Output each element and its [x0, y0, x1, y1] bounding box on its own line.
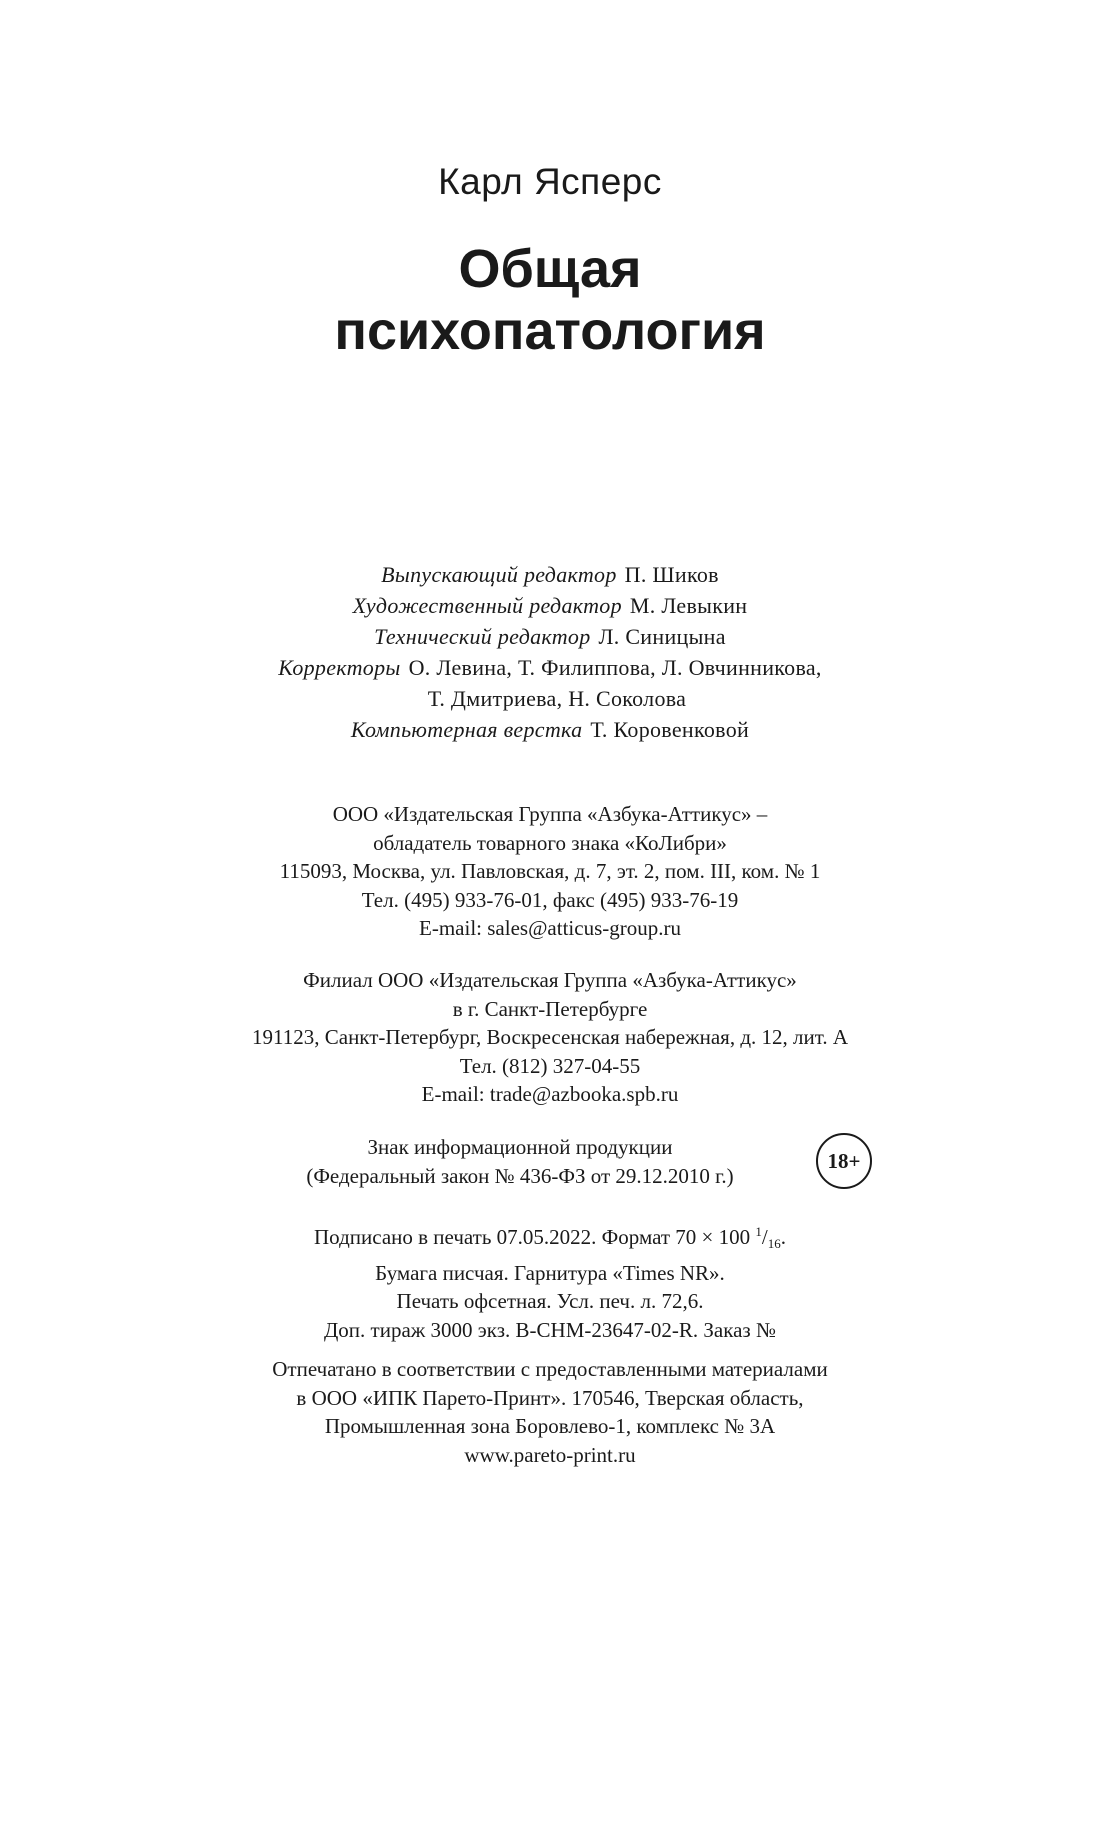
credit-role: Корректоры: [278, 655, 401, 680]
credit-line: [0, 714, 1100, 745]
credit-names: Л. Синицына: [598, 624, 726, 649]
printer-line: Промышленная зона Боровлево-1, комплекс № 3А: [324, 1414, 776, 1438]
print-method-line: Печать офсетная. Усл. печ. л. 72,6.: [396, 1289, 704, 1313]
info-sign-text: [0, 1133, 1100, 1190]
book-title: [0, 238, 1100, 362]
credit-names: М. Левыкин: [629, 593, 748, 618]
credits-block: [0, 559, 1100, 745]
credit-role: Технический редактор: [374, 624, 591, 649]
publisher-block: [0, 800, 1100, 943]
credit-role: Выпускающий редактор: [381, 562, 617, 587]
info-sign-line: Знак информационной продукции: [367, 1135, 673, 1159]
branch-line: в г. Санкт-Петербурге: [452, 996, 648, 1021]
info-sign-line: (Федеральный закон № 436-ФЗ от 29.12.2010 г.): [306, 1163, 734, 1188]
publisher-address: 115093, Москва, ул. Павловская, д. 7, эт. 2, пом. III, ком. № 1: [279, 859, 821, 883]
publisher-line: ООО «Издательская Группа «Азбука-Аттикус» –: [332, 802, 768, 826]
credit-line: [0, 590, 1100, 621]
print-signed-line: Подписано в печать 07.05.2022. Формат 70 × 100 $^1/_{16}$.: [314, 1224, 786, 1251]
age-rating-badge: 18+: [816, 1133, 872, 1189]
author-name: Карл Ясперс: [438, 161, 662, 202]
publisher-line: обладатель товарного знака «КоЛибри»: [373, 830, 727, 855]
printer-line: в ООО «ИПК Парето-Принт». 170546, Тверская область,: [296, 1385, 804, 1410]
branch-phone: Тел. (812) 327-04-55: [459, 1053, 641, 1078]
credit-names: О. Левина, Т. Филиппова, Л. Овчинникова,: [408, 655, 822, 680]
credit-names: П. Шиков: [624, 562, 719, 587]
branch-line: Филиал ООО «Издательская Группа «Азбука-Аттикус»: [303, 968, 797, 992]
print-paper-line: Бумага писчая. Гарнитура «Times NR».: [375, 1260, 725, 1285]
credit-names: Т. Коровенковой: [590, 717, 750, 742]
format-fraction-numerator: 1: [755, 1224, 762, 1239]
format-fraction-denominator: 16: [767, 1236, 781, 1251]
branch-address: 191123, Санкт-Петербург, Воскресенская набережная, д. 12, лит. А: [252, 1025, 848, 1049]
credit-line: [0, 621, 1100, 652]
print-signed-text: Подписано в печать 07.05.2022. Формат 70 × 100: [314, 1225, 751, 1249]
print-details-block: [0, 1218, 1100, 1344]
credit-line: [0, 652, 1100, 683]
branch-email: E-mail: trade@azbooka.spb.ru: [421, 1082, 679, 1106]
print-run-line: Доп. тираж 3000 экз. В-СНМ-23647-02-R. Заказ №: [323, 1317, 776, 1342]
book-title-line-2: психопатология: [334, 301, 766, 361]
publisher-phone: Тел. (495) 933-76-01, факс (495) 933-76-19: [361, 887, 739, 912]
credit-line-continuation: [0, 683, 1100, 714]
credit-role: Художественный редактор: [352, 593, 622, 618]
branch-block: [0, 966, 1100, 1109]
credit-role: Компьютерная верстка: [350, 717, 583, 742]
printer-block: [0, 1355, 1100, 1469]
credit-names: Т. Дмитриева, Н. Соколова: [427, 686, 687, 711]
info-sign-block: [0, 1133, 1100, 1190]
publisher-email: E-mail: sales@atticus-group.ru: [419, 916, 681, 940]
printer-line: Отпечатано в соответствии с предоставленными материалами: [272, 1357, 828, 1381]
credit-line: [0, 559, 1100, 590]
book-title-line-1: Общая: [458, 239, 642, 299]
format-fraction-suffix: .: [780, 1225, 786, 1249]
printer-website: www.pareto-print.ru: [464, 1442, 636, 1467]
